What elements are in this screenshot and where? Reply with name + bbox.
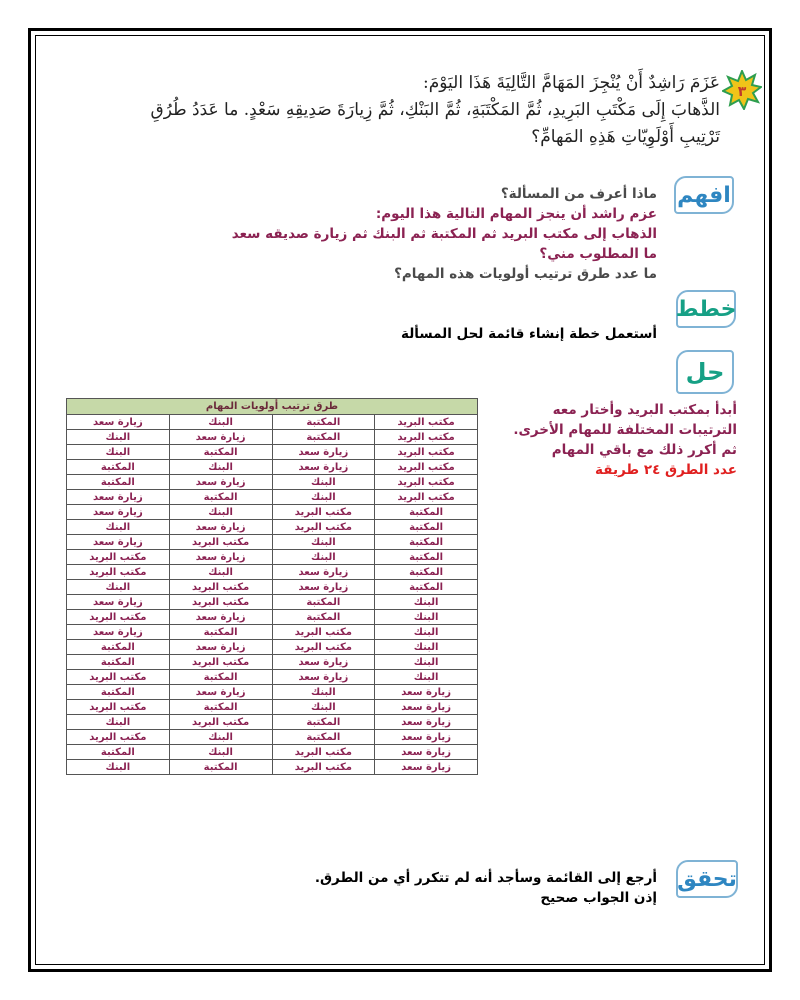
table-cell: زيارة سعد	[67, 625, 170, 640]
check-line-2: إذن الجواب صحيح	[540, 890, 657, 906]
table-cell: البنك	[169, 565, 272, 580]
table-row	[67, 730, 478, 745]
table-cell: المكتبة	[272, 595, 375, 610]
table-cell: البنك	[67, 715, 170, 730]
table-cell: زيارة سعد	[272, 655, 375, 670]
table-cell: زيارة سعد	[375, 760, 478, 775]
table-cell: مكتب البريد	[375, 460, 478, 475]
problem-line-3: تَرْتِيبِ أَوْلَوِيّاتِ هَذِهِ المَهامِّ؟	[531, 127, 720, 147]
table-cell: زيارة سعد	[67, 505, 170, 520]
table-row	[67, 625, 478, 640]
table-cell: مكتب البريد	[375, 475, 478, 490]
table-row	[67, 535, 478, 550]
table-cell: المكتبة	[375, 580, 478, 595]
table-cell: البنك	[67, 445, 170, 460]
table-row	[67, 670, 478, 685]
solve-badge: حل	[676, 350, 734, 394]
table-cell: المكتبة	[272, 610, 375, 625]
orderings-table	[66, 398, 478, 775]
table-cell: المكتبة	[67, 685, 170, 700]
table-cell: زيارة سعد	[67, 595, 170, 610]
table-cell: المكتبة	[375, 505, 478, 520]
table-cell: البنك	[272, 685, 375, 700]
table-row	[67, 610, 478, 625]
solve-answer: عدد الطرق ٢٤ طريقة	[595, 462, 737, 478]
table-row	[67, 475, 478, 490]
table-cell: البنك	[169, 745, 272, 760]
understand-line-3: الذهاب إلى مكتب البريد ثم المكتبة ثم البنك ثم زيارة صديقه سعد	[231, 226, 657, 242]
table-cell: زيارة سعد	[375, 745, 478, 760]
plan-badge: خطط	[676, 290, 736, 328]
understand-line-2: عزم راشد أن ينجز المهام التالية هذا اليوم:	[375, 206, 657, 222]
table-row	[67, 460, 478, 475]
table-cell: المكتبة	[169, 490, 272, 505]
table-cell: المكتبة	[169, 445, 272, 460]
table-cell: المكتبة	[375, 535, 478, 550]
table-cell: زيارة سعد	[375, 715, 478, 730]
table-cell: زيارة سعد	[67, 535, 170, 550]
table-cell: المكتبة	[169, 625, 272, 640]
understand-line-5: ما عدد طرق ترتيب أولويات هذه المهام؟	[394, 266, 657, 282]
table-row	[67, 595, 478, 610]
table-cell: زيارة سعد	[272, 670, 375, 685]
solve-line-2: الترتيبات المختلفة للمهام الأخرى.	[513, 422, 737, 438]
table-cell: مكتب البريد	[67, 550, 170, 565]
table-cell: زيارة سعد	[272, 565, 375, 580]
table-cell: المكتبة	[272, 715, 375, 730]
table-cell: المكتبة	[169, 670, 272, 685]
table-cell: المكتبة	[375, 565, 478, 580]
table-row	[67, 685, 478, 700]
table-cell: المكتبة	[67, 655, 170, 670]
table-cell: زيارة سعد	[169, 640, 272, 655]
table-cell: مكتب البريد	[272, 640, 375, 655]
table-cell: مكتب البريد	[375, 445, 478, 460]
check-line-1: أرجع إلى القائمة وسأجد أنه لم تتكرر أي من الطرق.	[314, 870, 657, 886]
table-cell: زيارة سعد	[375, 700, 478, 715]
table-cell: البنك	[67, 580, 170, 595]
understand-badge: افهم	[674, 176, 734, 214]
table-cell: زيارة سعد	[67, 490, 170, 505]
table-row	[67, 520, 478, 535]
star-burst-icon	[722, 70, 762, 110]
table-cell: مكتب البريد	[67, 730, 170, 745]
solve-line-1: أبدأ بمكتب البريد وأختار معه	[552, 402, 737, 418]
table-cell: مكتب البريد	[67, 610, 170, 625]
table-row	[67, 760, 478, 775]
table-cell: البنك	[272, 700, 375, 715]
understand-section	[137, 184, 657, 284]
table-cell: البنك	[169, 460, 272, 475]
table-row	[67, 490, 478, 505]
table-row	[67, 580, 478, 595]
table-cell: مكتب البريد	[375, 430, 478, 445]
problem-line-1: عَزَمَ رَاشِدٌ أَنْ يُنْجِزَ المَهَامَّ التَّالِيَةَ هَذَا اليَوْمَ:	[423, 73, 720, 93]
table-cell: مكتب البريد	[169, 595, 272, 610]
solve-section	[487, 400, 737, 480]
table-cell: المكتبة	[169, 700, 272, 715]
table-header-row	[67, 399, 478, 415]
table-cell: مكتب البريد	[67, 565, 170, 580]
table-cell: مكتب البريد	[169, 535, 272, 550]
table-cell: المكتبة	[272, 730, 375, 745]
table-cell: المكتبة	[67, 745, 170, 760]
table-cell: زيارة سعد	[272, 580, 375, 595]
table-cell: المكتبة	[67, 640, 170, 655]
table-row	[67, 445, 478, 460]
table-row	[67, 550, 478, 565]
table-cell: مكتب البريد	[272, 625, 375, 640]
table-cell: البنك	[375, 595, 478, 610]
table-cell: مكتب البريد	[169, 715, 272, 730]
table-cell: مكتب البريد	[375, 415, 478, 430]
check-section	[137, 868, 657, 908]
table-cell: زيارة سعد	[272, 445, 375, 460]
table-row	[67, 700, 478, 715]
table-cell: المكتبة	[67, 475, 170, 490]
table-cell: البنك	[67, 760, 170, 775]
table-cell: زيارة سعد	[169, 430, 272, 445]
table-row	[67, 640, 478, 655]
plan-text: أستعمل خطة إنشاء قائمة لحل المسألة	[401, 326, 657, 342]
table-cell: المكتبة	[272, 415, 375, 430]
table-cell: مكتب البريد	[272, 520, 375, 535]
table-cell: البنك	[272, 550, 375, 565]
table-cell: زيارة سعد	[169, 550, 272, 565]
table-row	[67, 415, 478, 430]
table-cell: البنك	[169, 415, 272, 430]
table-cell: زيارة سعد	[375, 730, 478, 745]
table-cell: البنك	[375, 610, 478, 625]
table-cell: البنك	[67, 430, 170, 445]
table-cell: البنك	[169, 505, 272, 520]
understand-line-4: ما المطلوب مني؟	[539, 246, 657, 262]
table-cell: مكتب البريد	[67, 700, 170, 715]
table-cell: المكتبة	[67, 460, 170, 475]
table-cell: البنك	[375, 625, 478, 640]
table-cell: زيارة سعد	[169, 475, 272, 490]
table-cell: البنك	[272, 490, 375, 505]
table-cell: المكتبة	[375, 550, 478, 565]
table-cell: المكتبة	[375, 520, 478, 535]
problem-line-2: الذَّهابَ إِلَى مَكْتَبِ البَرِيدِ، ثُمَّ المَكْتَبَةِ، ثُمَّ البَنْكِ، ثُمَّ زِيارَةَ صَدِيقِهِ سَعْدٍ. ما عَدَدُ طُرُقِ	[150, 100, 720, 120]
problem-number: ٣	[737, 84, 747, 100]
table-row	[67, 745, 478, 760]
table-cell: البنك	[375, 655, 478, 670]
table-cell: المكتبة	[272, 430, 375, 445]
table-cell: مكتب البريد	[67, 670, 170, 685]
table-cell: البنك	[375, 640, 478, 655]
table-cell: مكتب البريد	[169, 580, 272, 595]
table-cell: البنك	[67, 520, 170, 535]
table-cell: البنك	[272, 475, 375, 490]
table-row	[67, 430, 478, 445]
table-cell: زيارة سعد	[272, 460, 375, 475]
table-cell: زيارة سعد	[169, 685, 272, 700]
table-row	[67, 565, 478, 580]
table-cell: مكتب البريد	[272, 745, 375, 760]
table-cell: مكتب البريد	[169, 655, 272, 670]
table-title: طرق ترتيب أولويات المهام	[67, 399, 478, 415]
table-cell: البنك	[272, 535, 375, 550]
table-cell: زيارة سعد	[169, 520, 272, 535]
table-body	[67, 415, 478, 775]
table-cell: زيارة سعد	[67, 415, 170, 430]
table-cell: البنك	[169, 730, 272, 745]
table-cell: البنك	[375, 670, 478, 685]
understand-line-1: ماذا أعرف من المسألة؟	[500, 186, 657, 202]
table-row	[67, 505, 478, 520]
table-cell: مكتب البريد	[375, 490, 478, 505]
table-cell: زيارة سعد	[169, 610, 272, 625]
table-row	[67, 655, 478, 670]
problem-statement	[80, 70, 720, 151]
table-cell: مكتب البريد	[272, 505, 375, 520]
solve-line-3: ثم أكرر ذلك مع باقي المهام	[551, 442, 737, 458]
check-badge: تحقق	[676, 860, 738, 898]
table-cell: زيارة سعد	[375, 685, 478, 700]
table-row	[67, 715, 478, 730]
table-cell: المكتبة	[169, 760, 272, 775]
table-cell: مكتب البريد	[272, 760, 375, 775]
